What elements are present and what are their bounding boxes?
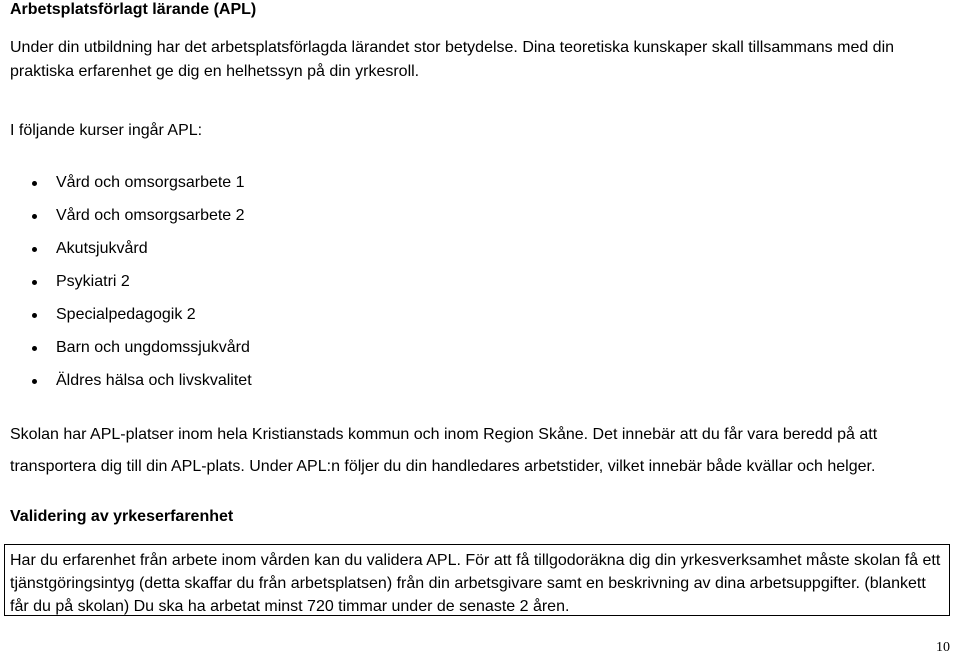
list-item	[0, 304, 400, 326]
list-item	[0, 271, 400, 293]
apl-intro-paragraph: Under din utbildning har det arbetsplatsförlagda lärandet stor betydelse. Dina teoretiska kunskaper skall tillsammans med din praktiska erfarenhet ge dig en helhetssyn på din yrkesroll.	[10, 39, 895, 80]
list-item	[0, 238, 400, 260]
bullet-icon	[32, 313, 37, 318]
course-label: Barn och ungdomssjukvård	[56, 339, 250, 356]
apl-heading: Arbetsplatsförlagt lärande (APL)	[10, 1, 257, 18]
bullet-icon	[32, 280, 37, 285]
course-label: Vård och omsorgsarbete 2	[56, 207, 245, 224]
validation-text: Har du erfarenhet från arbete inom vården kan du validera APL. För att få tillgodoräkna dig din yrkesverksamhet måste skolan få ett tjänstgöringsintyg (detta skaffar du från arbetsplatsen) från din arbetsgivare samt en beskrivning av dina arbetsuppgifter. (blankett får du på skolan) Du ska ha arbetat minst 720 timmar under de senaste 2 åren.	[10, 552, 941, 615]
bullet-icon	[32, 181, 37, 186]
courses-intro-text: I följande kurser ingår APL:	[10, 122, 203, 139]
course-label: Äldres hälsa och livskvalitet	[56, 372, 252, 389]
validation-heading: Validering av yrkeserfarenhet	[10, 508, 234, 525]
list-item	[0, 172, 400, 194]
bullet-icon	[32, 214, 37, 219]
course-label: Specialpedagogik 2	[56, 306, 196, 323]
course-label: Akutsjukvård	[56, 240, 148, 257]
validation-text-box	[4, 544, 950, 616]
course-label: Psykiatri 2	[56, 273, 130, 290]
list-item	[0, 337, 400, 359]
list-item	[0, 370, 400, 392]
page-number: 10	[936, 640, 950, 655]
bullet-icon	[32, 346, 37, 351]
list-item	[0, 205, 400, 227]
apl-places-paragraph: Skolan har APL-platser inom hela Kristianstads kommun och inom Region Skåne. Det innebär att du får vara beredd på att transportera dig till din APL-plats. Under APL:n följer du din handledares arbetstider, vilket innebär både kvällar och helger.	[10, 426, 878, 475]
bullet-icon	[32, 247, 37, 252]
course-label: Vård och omsorgsarbete 1	[56, 174, 245, 191]
bullet-icon	[32, 379, 37, 384]
